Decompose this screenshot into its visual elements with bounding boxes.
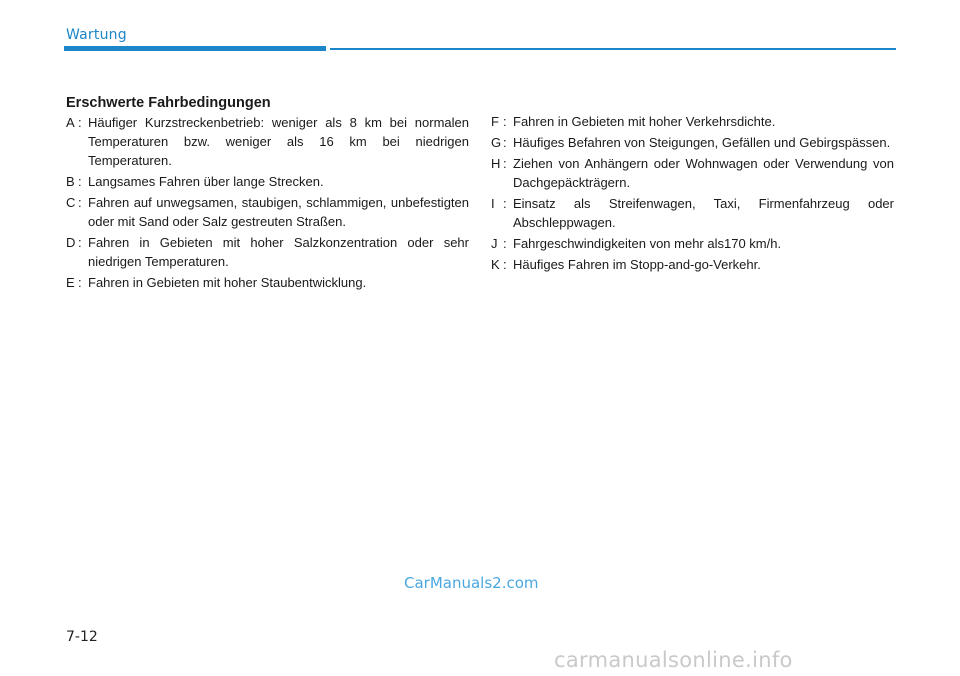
condition-item <box>491 194 894 232</box>
condition-key: J <box>491 236 498 251</box>
condition-text: Ziehen von Anhängern oder Wohnwagen oder Verwendung von Dachgepäckträgern. <box>513 156 894 190</box>
header-rule-thick <box>64 46 326 51</box>
condition-text: Häufiges Fahren im Stopp-and-go-Verkehr. <box>513 257 761 272</box>
condition-key: F <box>491 114 499 129</box>
condition-key: H <box>491 156 501 171</box>
condition-item <box>66 113 469 170</box>
condition-text: Fahren auf unwegsamen, staubigen, schlammigen, unbefestigten oder mit Sand oder Salz gestreuten Straßen. <box>88 195 469 229</box>
condition-separator: : <box>78 235 82 250</box>
condition-key: C <box>66 195 76 210</box>
watermark-link[interactable]: CarManuals2.com <box>404 574 539 592</box>
condition-item <box>491 255 894 274</box>
condition-text: Einsatz als Streifenwagen, Taxi, Firmenfahrzeug oder Abschleppwagen. <box>513 196 894 230</box>
condition-item <box>491 234 894 253</box>
condition-key: G <box>491 135 502 150</box>
condition-key: K <box>491 257 500 272</box>
condition-item <box>491 154 894 192</box>
condition-separator: : <box>503 196 507 211</box>
page-number: 7-12 <box>66 629 98 645</box>
section-title: Wartung <box>66 27 127 43</box>
condition-item <box>491 133 894 152</box>
condition-separator: : <box>503 257 507 272</box>
condition-item <box>66 193 469 231</box>
condition-key: I <box>491 196 495 211</box>
condition-key: B <box>66 174 75 189</box>
condition-separator: : <box>503 114 507 129</box>
condition-list-right <box>491 112 894 274</box>
right-column <box>491 112 894 276</box>
condition-item <box>66 273 469 292</box>
condition-text: Häufiges Befahren von Steigungen, Gefällen und Gebirgspässen. <box>513 135 891 150</box>
condition-item <box>66 233 469 271</box>
header-rule-thin <box>330 48 896 50</box>
condition-separator: : <box>78 174 82 189</box>
condition-text: Langsames Fahren über lange Strecken. <box>88 174 324 189</box>
condition-item <box>491 112 894 131</box>
condition-text: Häufiger Kurzstreckenbetrieb: weniger als 8 km bei normalen Temperaturen bzw. weniger als 16 km bei niedrigen Temperaturen. <box>88 115 469 168</box>
condition-separator: : <box>78 195 82 210</box>
content-heading: Erschwerte Fahrbedingungen <box>66 95 271 111</box>
condition-key: E <box>66 275 75 290</box>
footer-watermark-link[interactable]: carmanualsonline.info <box>554 648 793 672</box>
condition-text: Fahren in Gebieten mit hoher Staubentwicklung. <box>88 275 367 290</box>
left-column <box>66 93 469 294</box>
condition-separator: : <box>78 115 82 130</box>
condition-key: A <box>66 115 75 130</box>
condition-separator: : <box>503 156 507 171</box>
condition-list-left <box>66 113 469 292</box>
condition-item <box>66 172 469 191</box>
condition-text: Fahren in Gebieten mit hoher Salzkonzentration oder sehr niedrigen Temperaturen. <box>88 235 469 269</box>
condition-separator: : <box>503 236 507 251</box>
condition-text: Fahrgeschwindigkeiten von mehr als170 km/h. <box>513 236 782 251</box>
condition-separator: : <box>78 275 82 290</box>
condition-separator: : <box>503 135 507 150</box>
condition-key: D <box>66 235 76 250</box>
condition-text: Fahren in Gebieten mit hoher Verkehrsdichte. <box>513 114 776 129</box>
